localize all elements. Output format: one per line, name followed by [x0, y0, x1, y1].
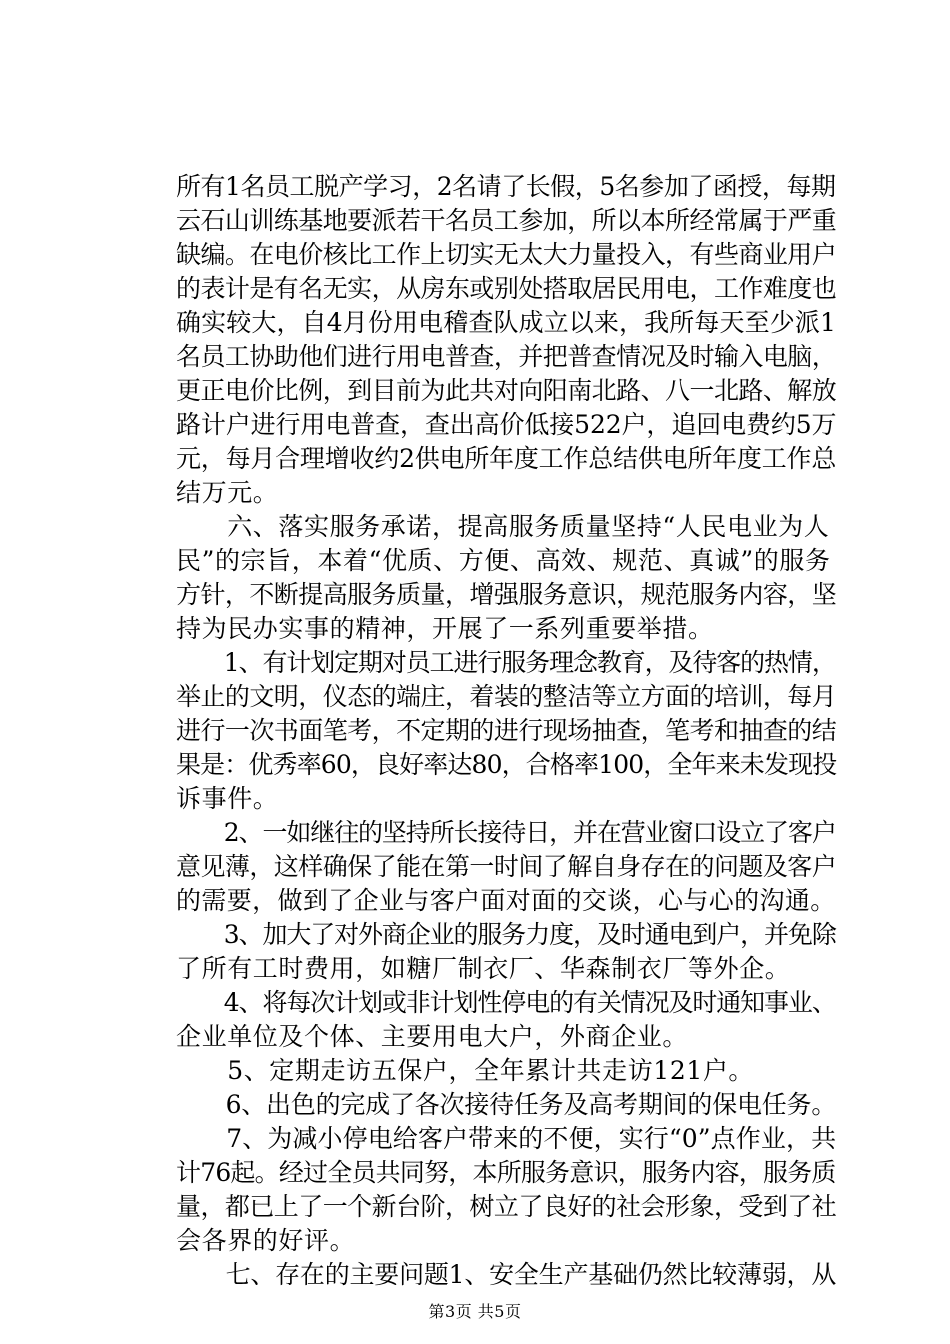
page-footer: 第3页 共5页 [428, 1302, 522, 1321]
body-text-line: 进行一次书面笔考，不定期的进行现场抽查，笔考和抽查的结 [176, 716, 837, 745]
body-text-line: 5、定期走访五保户，全年累计共走访121户。 [176, 1056, 755, 1085]
body-text-line: 持为民办实事的精神，开展了一系列重要举措。 [176, 614, 714, 643]
body-text-line: 元，每月合理增收约2供电所年度工作总结供电所年度工作总 [176, 444, 837, 473]
body-text-line: 七、存在的主要问题1、安全生产基础仍然比较薄弱，从 [176, 1260, 837, 1289]
body-text-line: 举止的文明，仪态的端庄，着装的整洁等立方面的培训，每月 [176, 682, 837, 711]
body-text-line: 的表计是有名无实，从房东或别处搭取居民用电，工作难度也 [176, 274, 837, 303]
body-text-line: 量，都已上了一个新台阶，树立了良好的社会形象，受到了社 [176, 1192, 837, 1221]
body-text-line: 企业单位及个体、主要用电大户，外商企业。 [176, 1022, 689, 1051]
body-text-line: 果是：优秀率60，良好率达80，合格率100，全年来未发现投 [176, 750, 837, 779]
body-text-line: 了所有工时费用，如糖厂制衣厂、华森制衣厂等外企。 [176, 954, 791, 983]
body-text-line: 所有1名员工脱产学习，2名请了长假，5名参加了函授，每期 [176, 172, 836, 201]
body-text-line: 民”的宗旨，本着“优质、方便、高效、规范、真诚”的服务 [176, 546, 831, 575]
body-text-line: 诉事件。 [176, 784, 279, 813]
body-text-line: 7、为减小停电给客户带来的不便，实行“0”点作业，共 [176, 1124, 837, 1153]
body-text-line: 4、将每次计划或非计划性停电的有关情况及时通知事业、 [176, 988, 836, 1017]
body-text-line: 更正电价比例，到目前为此共对向阳南北路、八一北路、解放 [176, 376, 837, 405]
body-text-line: 方针，不断提高服务质量，增强服务意识，规范服务内容，坚 [176, 580, 837, 609]
body-text-line: 确实较大，自4月份用电稽查队成立以来，我所每天至少派1 [176, 308, 837, 337]
body-text-line: 路计户进行用电普查，查出高价低接522户，追回电费约5万 [176, 410, 837, 439]
body-text-line: 会各界的好评。 [176, 1226, 356, 1255]
body-text-line: 2、一如继往的坚持所长接待日，并在营业窗口设立了客户 [176, 818, 836, 847]
body-text-line: 的需要，做到了企业与客户面对面的交谈，心与心的沟通。 [176, 886, 836, 915]
body-text-line: 1、有计划定期对员工进行服务理念教育，及待客的热情， [176, 648, 836, 677]
body-text-line: 云石山训练基地要派若干名员工参加，所以本所经常属于严重 [176, 206, 837, 235]
body-text-line: 计76起。经过全员共同努，本所服务意识，服务内容，服务质 [176, 1158, 836, 1187]
body-text-line: 六、落实服务承诺，提高服务质量坚持“人民电业为人 [176, 512, 830, 541]
body-text-line: 名员工协助他们进行用电普查，并把普查情况及时输入电脑， [176, 342, 837, 371]
body-text-line: 缺编。在电价核比工作上切实无太大力量投入，有些商业用户 [176, 240, 837, 269]
body-text-line: 6、出色的完成了各次接待任务及高考期间的保电任务。 [176, 1090, 837, 1119]
body-text-line: 意见薄，这样确保了能在第一时间了解自身存在的问题及客户 [176, 852, 837, 881]
body-text-line: 结万元。 [176, 478, 279, 507]
body-text-line: 3、加大了对外商企业的服务力度，及时通电到户，并免除 [176, 920, 836, 949]
